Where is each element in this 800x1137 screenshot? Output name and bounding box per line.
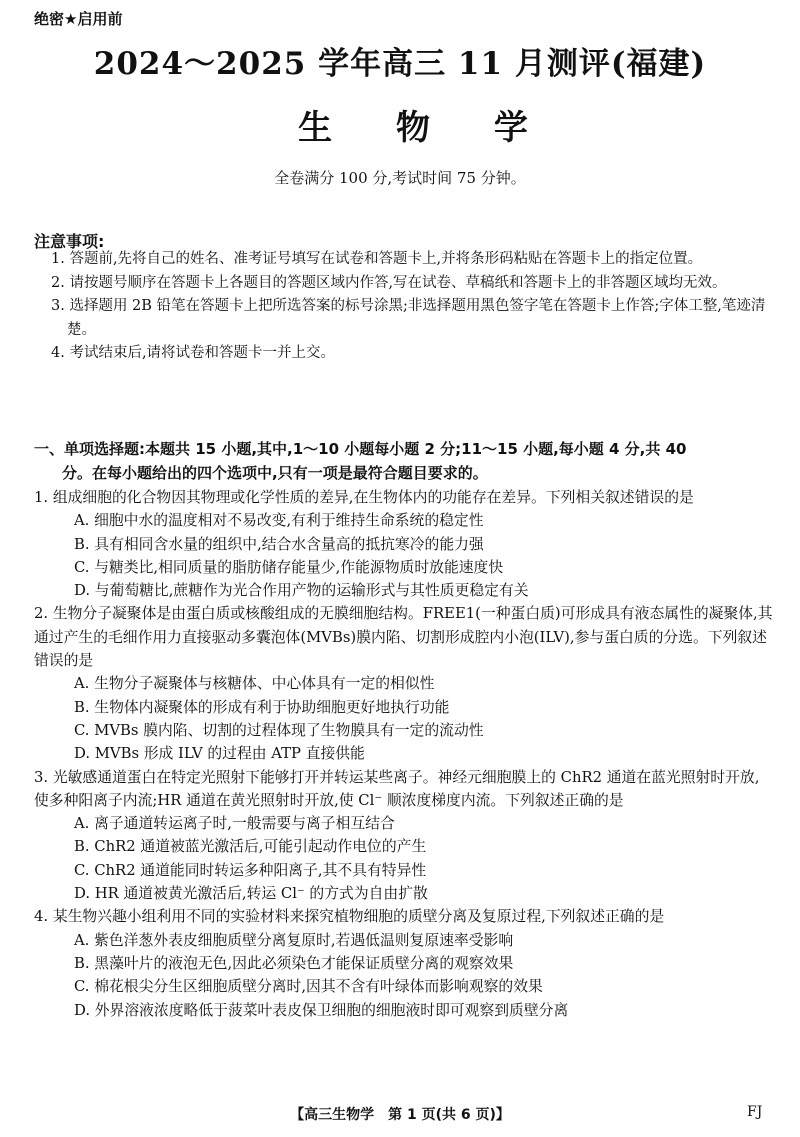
option-c: C. 棉花根尖分生区细胞质壁分离时,因其不含有叶绿体而影响观察的效果	[74, 978, 543, 996]
exam-meta: 全卷满分 100 分,考试时间 75 分钟。	[274, 169, 526, 187]
question-3	[34, 766, 774, 906]
option-d: D. 外界溶液浓度略低于菠菜叶表皮保卫细胞的细胞液时即可观察到质壁分离	[74, 1001, 569, 1019]
section-heading-line1: 一、单项选择题:本题共 15 小题,其中,1～10 小题每小题 2 分;11～15 小题,每小题 4 分,共 40	[34, 440, 687, 458]
option-a: A. 生物分子凝聚体与核糖体、中心体具有一定的相似性	[74, 675, 435, 693]
notice-item: 4. 考试结束后,请将试卷和答题卡一并上交。	[51, 345, 336, 361]
question-1	[34, 486, 774, 602]
section-heading	[34, 437, 774, 485]
notice-list	[34, 248, 774, 366]
notice-item: 1. 答题前,先将自己的姓名、准考证号填写在试卷和答题卡上,并将条形码粘贴在答题卡上的指定位置。	[51, 251, 703, 267]
option-c: C. 与糖类比,相同质量的脂肪储存能量少,作能源物质时放能速度快	[74, 558, 504, 576]
question-stem: 2. 生物分子凝聚体是由蛋白质或核酸组成的无膜细胞结构。FREE1(一种蛋白质)可形成具有液态属性的凝聚体,其通过产生的毛细作用力直接驱动多囊泡体(MVBs)膜内陷、切割形成腔内小泡(ILV),参与蛋白质的分选。下列叙述错误的是	[34, 605, 773, 670]
option-b: B. 黑藻叶片的液泡无色,因此必须染色才能保证质壁分离的观察效果	[74, 954, 514, 972]
option-d: D. HR 通道被黄光激活后,转运 Cl⁻ 的方式为自由扩散	[74, 885, 428, 903]
subject-title: 生 物 学	[298, 108, 554, 148]
option-b: B. ChR2 通道被蓝光激活后,可能引起动作电位的产生	[74, 838, 427, 856]
page-footer: 【高三生物学 第 1 页(共 6 页)】	[290, 1107, 510, 1123]
confidential-label: 绝密★启用前	[34, 10, 123, 28]
option-b: B. 具有相同含水量的组织中,结合水含量高的抵抗寒冷的能力强	[74, 535, 484, 553]
notice-title: 注意事项:	[34, 232, 105, 251]
option-d: D. MVBs 形成 ILV 的过程由 ATP 直接供能	[74, 745, 365, 763]
option-b: B. 生物体内凝聚体的形成有利于协助细胞更好地执行功能	[74, 698, 450, 716]
option-a: A. 紫色洋葱外表皮细胞质壁分离复原时,若遇低温则复原速率受影响	[74, 931, 514, 949]
question-stem: 1. 组成细胞的化合物因其物理或化学性质的差异,在生物体内的功能存在差异。下列相关叙述错误的是	[34, 489, 694, 506]
option-a: A. 细胞中水的温度相对不易改变,有利于维持生命系统的稳定性	[74, 512, 484, 530]
question-stem: 3. 光敏感通道蛋白在特定光照射下能够打开并转运某些离子。神经元细胞膜上的 ChR2 通道在蓝光照射时开放,使多种阳离子内流;HR 通道在黄光照射时开放,使 Cl⁻ 顺浓度梯度内流。下列叙述正确的是	[34, 768, 760, 809]
question-4	[34, 905, 774, 1021]
question-stem: 4. 某生物兴趣小组利用不同的实验材料来探究植物细胞的质壁分离及复原过程,下列叙述正确的是	[34, 908, 665, 926]
region-code: FJ	[747, 1104, 763, 1120]
exam-title: 2024～2025 学年高三 11 月测评(福建)	[93, 46, 707, 82]
option-c: C. ChR2 通道能同时转运多种阳离子,其不具有特异性	[74, 861, 427, 879]
option-d: D. 与葡萄糖比,蔗糖作为光合作用产物的运输形式与其性质更稳定有关	[74, 582, 529, 600]
option-c: C. MVBs 膜内陷、切割的过程体现了生物膜具有一定的流动性	[74, 721, 484, 739]
notice-item: 2. 请按题号顺序在答题卡上各题目的答题区域内作答,写在试卷、草稿纸和答题卡上的非答题区域均无效。	[51, 274, 727, 291]
option-a: A. 离子通道转运离子时,一般需要与离子相互结合	[74, 815, 395, 833]
question-list	[34, 486, 774, 1022]
question-2	[34, 602, 774, 765]
section-heading-line2: 分。在每小题给出的四个选项中,只有一项是最符合题目要求的。	[62, 464, 488, 482]
notice-item: 3. 选择题用 2B 铅笔在答题卡上把所选答案的标号涂黑;非选择题用黑色签字笔在答题卡上作答;字体工整,笔迹清楚。	[51, 298, 766, 338]
